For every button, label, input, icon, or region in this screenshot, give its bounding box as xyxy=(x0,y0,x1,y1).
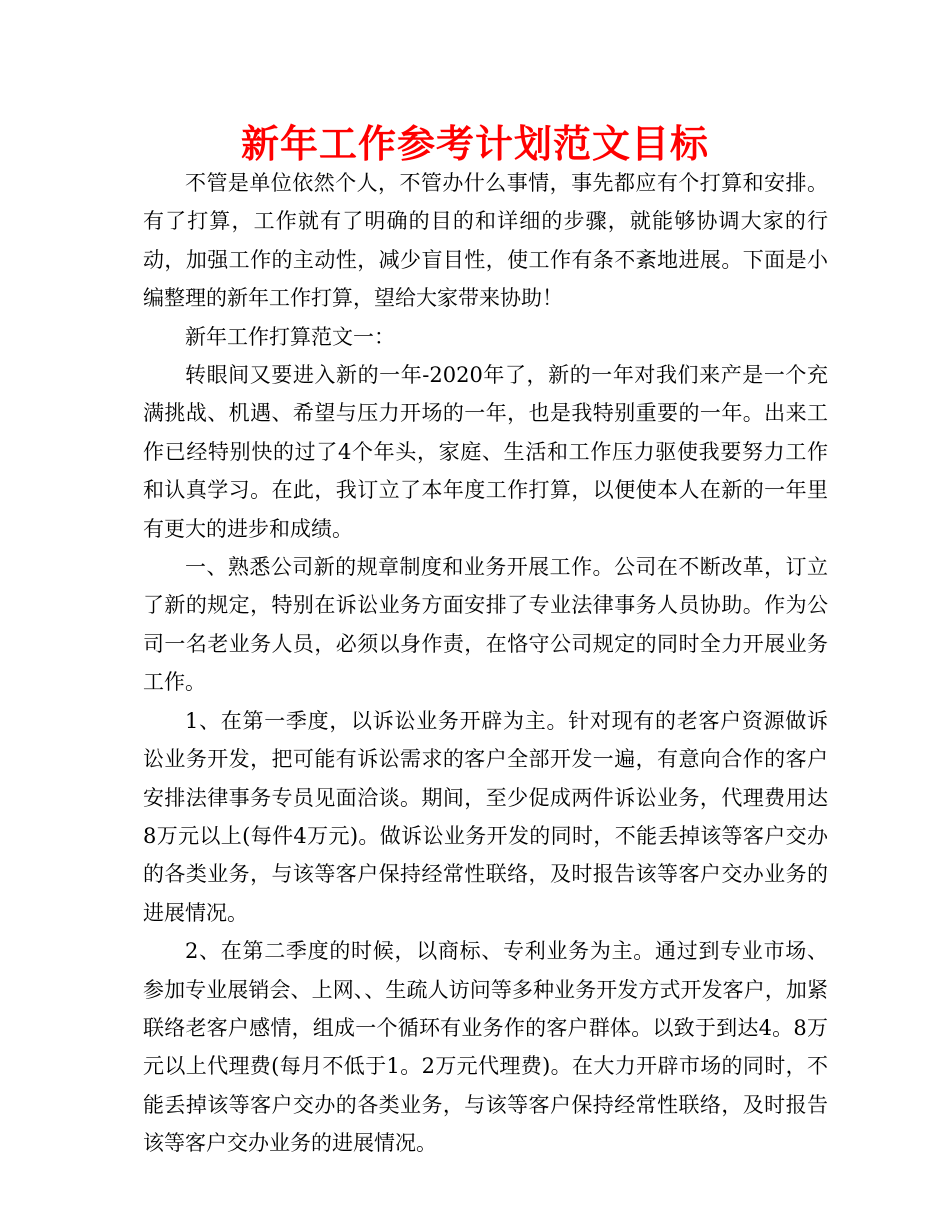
paragraph-intro: 不管是单位依然个人，不管办什么事情，事先都应有个打算和安排。有了打算，工作就有了明确的目的和详细的步骤，就能够协调大家的行动，加强工作的主动性，减少盲目性，使工作有条不紊地进展。下面是小编整理的新年工作打算，望给大家带来协助！ xyxy=(143,171,828,311)
paragraph-section-heading: 新年工作打算范文一： xyxy=(185,324,395,349)
paragraph-quarter-two: 2、在第二季度的时候，以商标、专利业务为主。通过到专业市场、参加专业展销会、上网、、生疏人访问等多种业务开发方式开发客户，加紧联络老客户感情，组成一个循环有业务作的客户群体。以致于到达4。8万元以上代理费(每月不低于1。2万元代理费)。在大力开辟市场的同时，不能丢掉该等客户交办的各类业务，与该等客户保持经常性联络，及时报告该等客户交办业务的进展情况。 xyxy=(143,939,828,1156)
document-title: 新年工作参考计划范文目标 xyxy=(240,122,709,166)
paragraph-new-year: 转眼间又要进入新的一年-2020年了，新的一年对我们来产是一个充满挑战、机遇、希望与压力开场的一年，也是我特别重要的一年。出来工作已经特别快的过了4个年头，家庭、生活和工作压力驱使我要努力工作和认真学习。在此，我订立了本年度工作打算，以便使本人在新的一年里有更大的进步和成绩。 xyxy=(143,363,828,541)
paragraph-item-one: 一、熟悉公司新的规章制度和业务开展工作。公司在不断改革，订立了新的规定，特别在诉讼业务方面安排了专业法律事务人员协助。作为公司一名老业务人员，必须以身作责，在恪守公司规定的同时全力开展业务工作。 xyxy=(143,555,828,695)
paragraph-quarter-one: 1、在第一季度，以诉讼业务开辟为主。针对现有的老客户资源做诉讼业务开发，把可能有诉讼需求的客户全部开发一遍，有意向合作的客户安排法律事务专员见面洽谈。期间，至少促成两件诉讼业务，代理费用达8万元以上(每件4万元)。做诉讼业务开发的同时，不能丢掉该等客户交办的各类业务，与该等客户保持经常性联络，及时报告该等客户交办业务的进展情况。 xyxy=(143,708,828,925)
document-body xyxy=(143,164,828,1163)
